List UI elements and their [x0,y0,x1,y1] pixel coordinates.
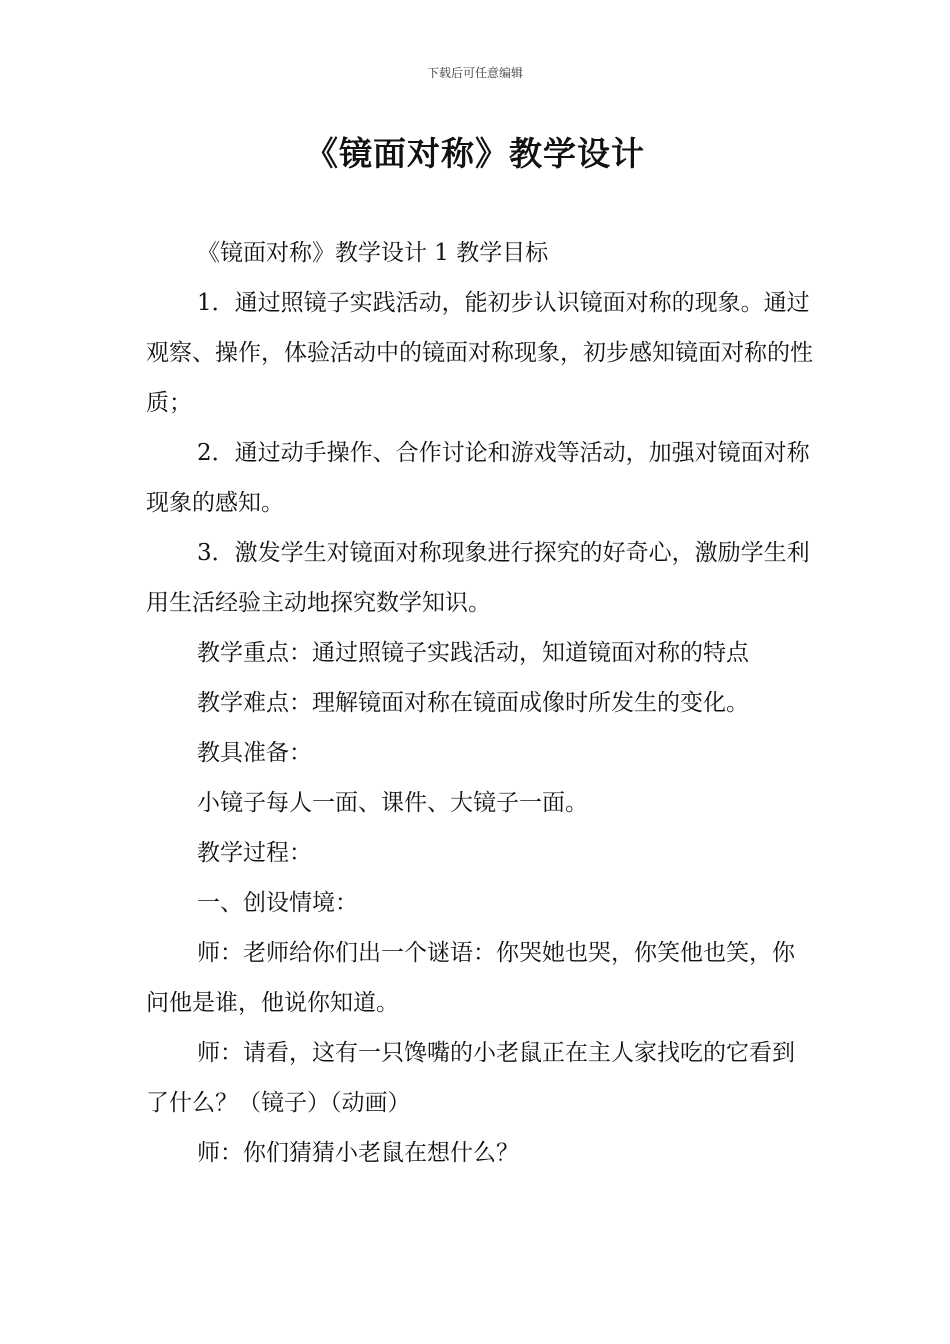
paragraph-materials-label: 教具准备： [197,740,312,766]
page-header-note: 下载后可任意编辑 [426,66,523,80]
paragraph-objective-3: 3．激发学生对镜面对称现象进行探究的好奇心，激励学生利用生活经验主动地探究数学知识。 [146,540,810,616]
paragraph-objective-2: 2．通过动手操作、合作讨论和游戏等活动，加强对镜面对称现象的感知。 [146,440,810,516]
paragraph-teacher-riddle: 师：老师给你们出一个谜语：你哭她也哭，你笑他也笑，你问他是谁，他说你知道。 [146,940,795,1016]
paragraph-objective-1: 1．通过照镜子实践活动，能初步认识镜面对称的现象。通过观察、操作，体验活动中的镜面对称现象，初步感知镜面对称的性质； [146,290,813,416]
paragraph-process-label: 教学过程： [197,840,312,866]
paragraph-materials: 小镜子每人一面、课件、大镜子一面。 [197,790,588,816]
paragraph-teacher-guess: 师：你们猜猜小老鼠在想什么？ [197,1140,519,1166]
paragraph-heading-objectives: 《镜面对称》教学设计 1 教学目标 [197,240,549,266]
document-body [146,228,814,1178]
paragraph-key-point: 教学重点：通过照镜子实践活动，知道镜面对称的特点 [197,640,749,666]
document-title: 《镜面对称》教学设计 [305,134,645,173]
paragraph-difficulty: 教学难点：理解镜面对称在镜面成像时所发生的变化。 [197,690,749,716]
paragraph-section-1: 一、创设情境： [197,890,358,916]
paragraph-teacher-mouse: 师：请看，这有一只馋嘴的小老鼠正在主人家找吃的它看到了什么？（镜子）（动画） [146,1040,795,1116]
